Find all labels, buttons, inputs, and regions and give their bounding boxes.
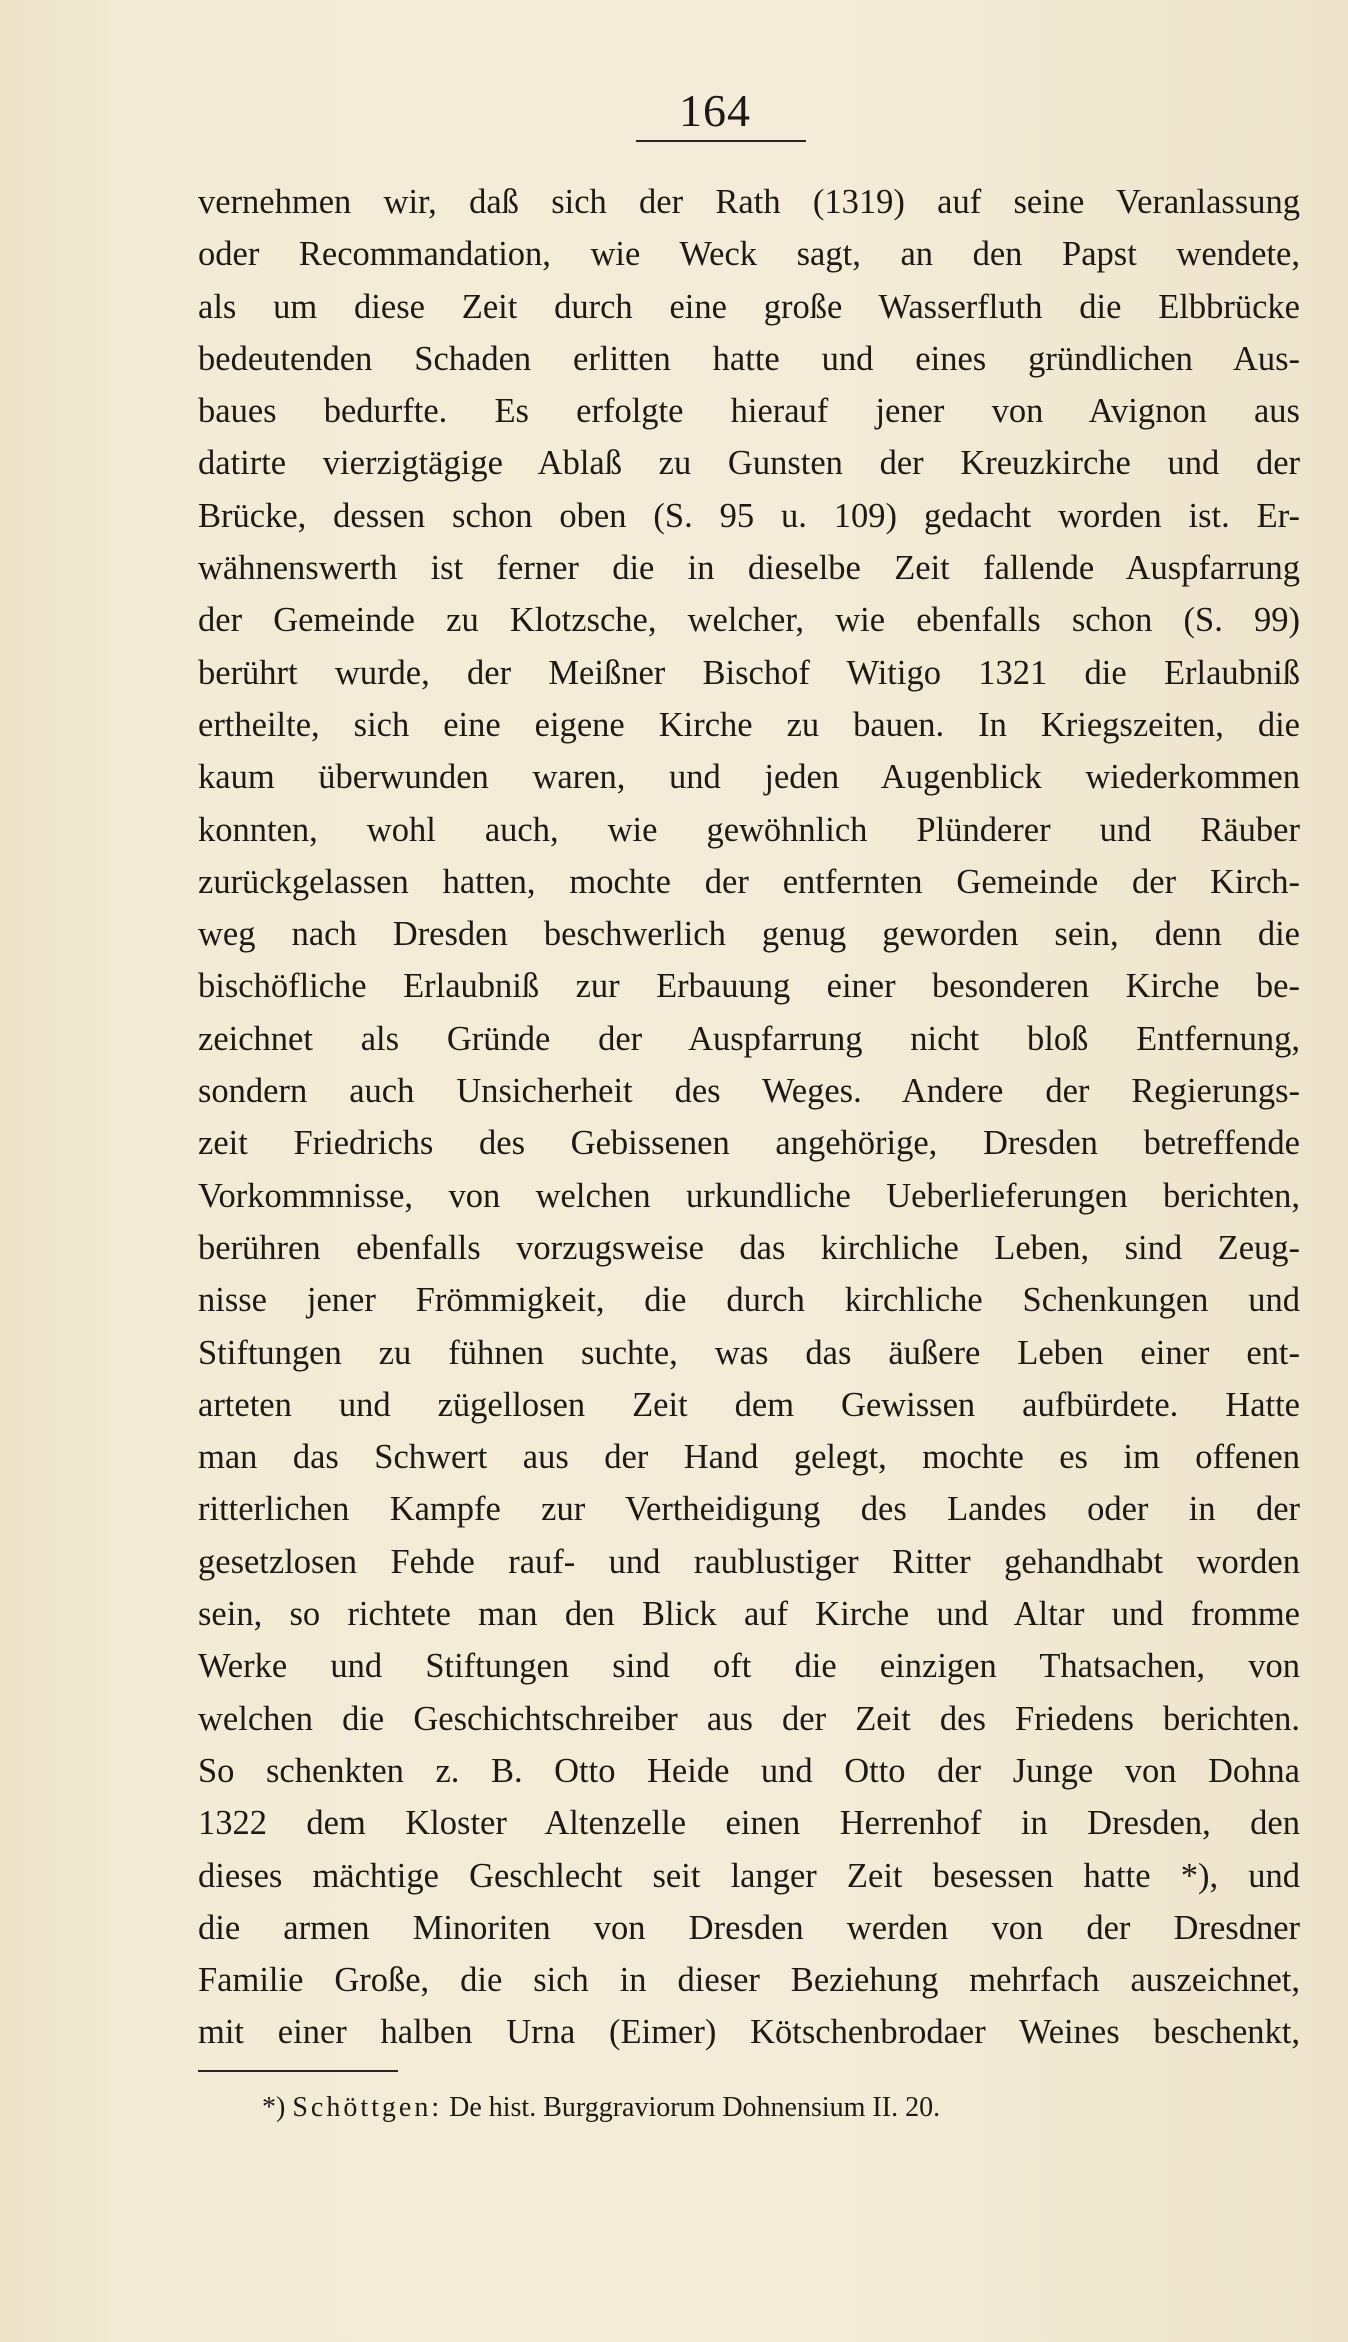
footnote-marker: *) xyxy=(262,2092,286,2123)
body-text xyxy=(198,176,1300,2059)
text-line: So schenkten z. B. Otto Heide und Otto der Junge von Dohna xyxy=(198,1751,1300,1790)
text-line: berühren ebenfalls vorzugsweise das kirchliche Leben, sind Zeug- xyxy=(198,1228,1300,1267)
text-line: ritterlichen Kampfe zur Vertheidigung des Landes oder in der xyxy=(198,1490,1300,1529)
text-line: welchen die Geschichtschreiber aus der Zeit des Friedens berichten. xyxy=(198,1699,1300,1738)
text-line: zeit Friedrichs des Gebissenen angehörige, Dresden betreffende xyxy=(198,1124,1300,1163)
text-line: wähnenswerth ist ferner die in dieselbe Zeit fallende Auspfarrung xyxy=(198,549,1300,588)
text-line: zeichnet als Gründe der Auspfarrung nicht bloß Entfernung, xyxy=(198,1019,1300,1058)
text-line: bedeutenden Schaden erlitten hatte und eines gründlichen Aus- xyxy=(198,339,1300,378)
text-line: baues bedurfte. Es erfolgte hierauf jener von Avignon aus xyxy=(198,392,1300,431)
text-line: bischöfliche Erlaubniß zur Erbauung einer besonderen Kirche be- xyxy=(198,967,1300,1006)
text-line: 1322 dem Kloster Altenzelle einen Herrenhof in Dresden, den xyxy=(198,1804,1300,1843)
text-line: kaum überwunden waren, und jeden Augenblick wiederkommen xyxy=(198,758,1300,797)
text-line: Vorkommnisse, von welchen urkundliche Ueberlieferungen berichten, xyxy=(198,1176,1300,1215)
text-line: zurückgelassen hatten, mochte der entfernten Gemeinde der Kirch- xyxy=(198,862,1300,901)
footnote-author: Schöttgen: xyxy=(292,2092,443,2123)
text-line: mit einer halben Urna (Eimer) Kötschenbrodaer Weines beschenkt, xyxy=(198,2013,1300,2052)
text-line: Brücke, dessen schon oben (S. 95 u. 109) gedacht worden ist. Er- xyxy=(198,496,1300,535)
text-line: als um diese Zeit durch eine große Wasserfluth die Elbbrücke xyxy=(198,287,1300,326)
text-line: ertheilte, sich eine eigene Kirche zu bauen. In Kriegszeiten, die xyxy=(198,705,1300,744)
footnote xyxy=(262,2092,1262,2124)
text-line: oder Recommandation, wie Weck sagt, an den Papst wendete, xyxy=(198,235,1300,274)
text-line: arteten und zügellosen Zeit dem Gewissen aufbürdete. Hatte xyxy=(198,1385,1300,1424)
text-line: Familie Große, die sich in dieser Beziehung mehrfach auszeichnet, xyxy=(198,1961,1300,2000)
text-line: vernehmen wir, daß sich der Rath (1319) auf seine Veranlassung xyxy=(198,183,1300,221)
text-line: sein, so richtete man den Blick auf Kirche und Altar und fromme xyxy=(198,1595,1300,1634)
page-number: 164 xyxy=(679,85,751,136)
text-line: der Gemeinde zu Klotzsche, welcher, wie ebenfalls schon (S. 99) xyxy=(198,601,1300,640)
header-rule xyxy=(636,140,806,142)
text-line: nisse jener Frömmigkeit, die durch kirchliche Schenkungen und xyxy=(198,1281,1300,1320)
text-line: gesetzlosen Fehde rauf- und raublustiger Ritter gehandhabt worden xyxy=(198,1542,1300,1581)
text-line: sondern auch Unsicherheit des Weges. Andere der Regierungs- xyxy=(198,1072,1300,1111)
text-line: berührt wurde, der Meißner Bischof Witigo 1321 die Erlaubniß xyxy=(198,653,1300,692)
text-line: konnten, wohl auch, wie gewöhnlich Plünderer und Räuber xyxy=(198,810,1300,849)
footnote-rule xyxy=(198,2070,398,2072)
footnote-citation: De hist. Burggraviorum Dohnensium II. 20. xyxy=(449,2092,941,2123)
text-line: Stiftungen zu fühnen suchte, was das äußere Leben einer ent- xyxy=(198,1333,1300,1372)
text-line: dieses mächtige Geschlecht seit langer Zeit besessen hatte *), und xyxy=(198,1856,1300,1895)
text-line: man das Schwert aus der Hand gelegt, mochte es im offenen xyxy=(198,1438,1300,1477)
text-line: Werke und Stiftungen sind oft die einzigen Thatsachen, von xyxy=(198,1647,1300,1686)
text-line: die armen Minoriten von Dresden werden von der Dresdner xyxy=(198,1908,1300,1947)
text-line: datirte vierzigtägige Ablaß zu Gunsten der Kreuzkirche und der xyxy=(198,444,1300,483)
text-line: weg nach Dresden beschwerlich genug geworden sein, denn die xyxy=(198,915,1300,954)
